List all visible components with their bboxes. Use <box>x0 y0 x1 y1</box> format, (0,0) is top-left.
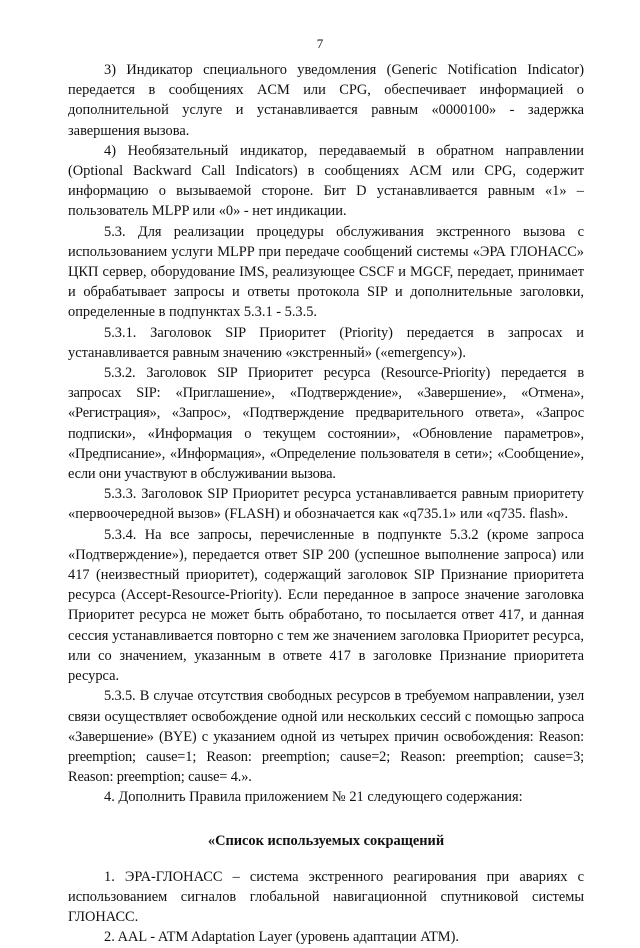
section-heading: «Список используемых сокращений <box>207 832 445 849</box>
paragraph-5-3: 5.3. Для реализации процедуры обслуживания экстренного вызова с использованием услуги MLPP при передаче сообщений системы «ЭРА ГЛОНАСС» ЦКП сервер, оборудование IMS, реализующее CSCF и MGCF, передает, принимает и обрабатывает запросы и ответы протокола SIP и дополнительные заголовки, определенные в подпунктах 5.3.1 - 5.3.5. <box>68 223 584 321</box>
paragraph-5-3-4: 5.3.4. На все запросы, перечисленные в подпункте 5.3.2 (кроме запроса «Подтверждение»), передается ответ SIP 200 (успешное выполнение запроса) или 417 (неизвестный приоритет), содержащий заголовок SIP Признание приоритета ресурса (Accept-Resource-Priority). Если переданное в запросе значение заголовка Приоритет ресурса не может быть обработано, то посылается ответ 417, и данная сессия устанавливается повторно с тем же значением заголовка Приоритет ресурса, или со значением, указанным в ответе 417 в заголовке Признание приоритета ресурса. <box>68 526 584 685</box>
paragraph-optional-backward-call-indicators: 4) Необязательный индикатор, передаваемый в обратном направлении (Optional Backward Call Indicators) в сообщениях ACM или CPG, содержит информацию о вызываемой стороне. Бит D устанавливается равным «1» – пользователь MLPP или «0» - нет индикации. <box>68 142 584 220</box>
paragraph-5-3-2: 5.3.2. Заголовок SIP Приоритет ресурса (Resource-Priority) передается в запросах SIP: «Приглашение», «Подтверждение», «Завершение», «Отмена», «Регистрация», «Запрос», «Подтверждение предварительного ответа», «Запрос подписки», «Информация о текущем состоянии», «Обновление параметров», «Предписание», «Информация», «Определение пользователя в сети»; «Сообщение», если они участвуют в обслуживании вызова. <box>68 365 584 483</box>
page-number: 7 <box>316 36 324 51</box>
paragraph-5-3-5: 5.3.5. В случае отсутствия свободных ресурсов в требуемом направлении, узел связи осуществляет освобождение одной или нескольких сессий с помощью запроса «Завершение» (BYE) с указанием одной из четырех причин освобождения: Reason: preemption; cause=1; Reason: preemption; cause=2; Reason: preemption; cause=3; Reason: preemption; cause= 4.». <box>68 688 584 786</box>
paragraph-generic-notification-indicator: 3) Индикатор специального уведомления (Generic Notification Indicator) передается в сообщениях ACM или CPG, обеспечивает информацией о дополнительной услуге и устанавливается равным «0000100» - задержка завершения вызова. <box>68 62 584 139</box>
document-body <box>68 60 584 948</box>
abbreviation-item: 2. AAL - ATM Adaptation Layer (уровень адаптации ATM). <box>104 929 459 946</box>
paragraph-5-3-1: 5.3.1. Заголовок SIP Приоритет (Priority) передается в запросах и устанавливается равным значению «экстренный» («emergency»). <box>68 324 584 361</box>
abbreviation-item: 1. ЭРА-ГЛОНАСС – система экстренного реагирования при авариях с использованием сигналов глобальной навигационной спутниковой системы ГЛОНАСС. <box>68 868 584 926</box>
paragraph-5-3-3: 5.3.3. Заголовок SIP Приоритет ресурса устанавливается равным приоритету «первоочередной вызов» (FLASH) и обозначается как «q735.1» или «q735. flash». <box>68 486 584 523</box>
paragraph-appendix-21: 4. Дополнить Правила приложением № 21 следующего содержания: <box>104 789 523 806</box>
